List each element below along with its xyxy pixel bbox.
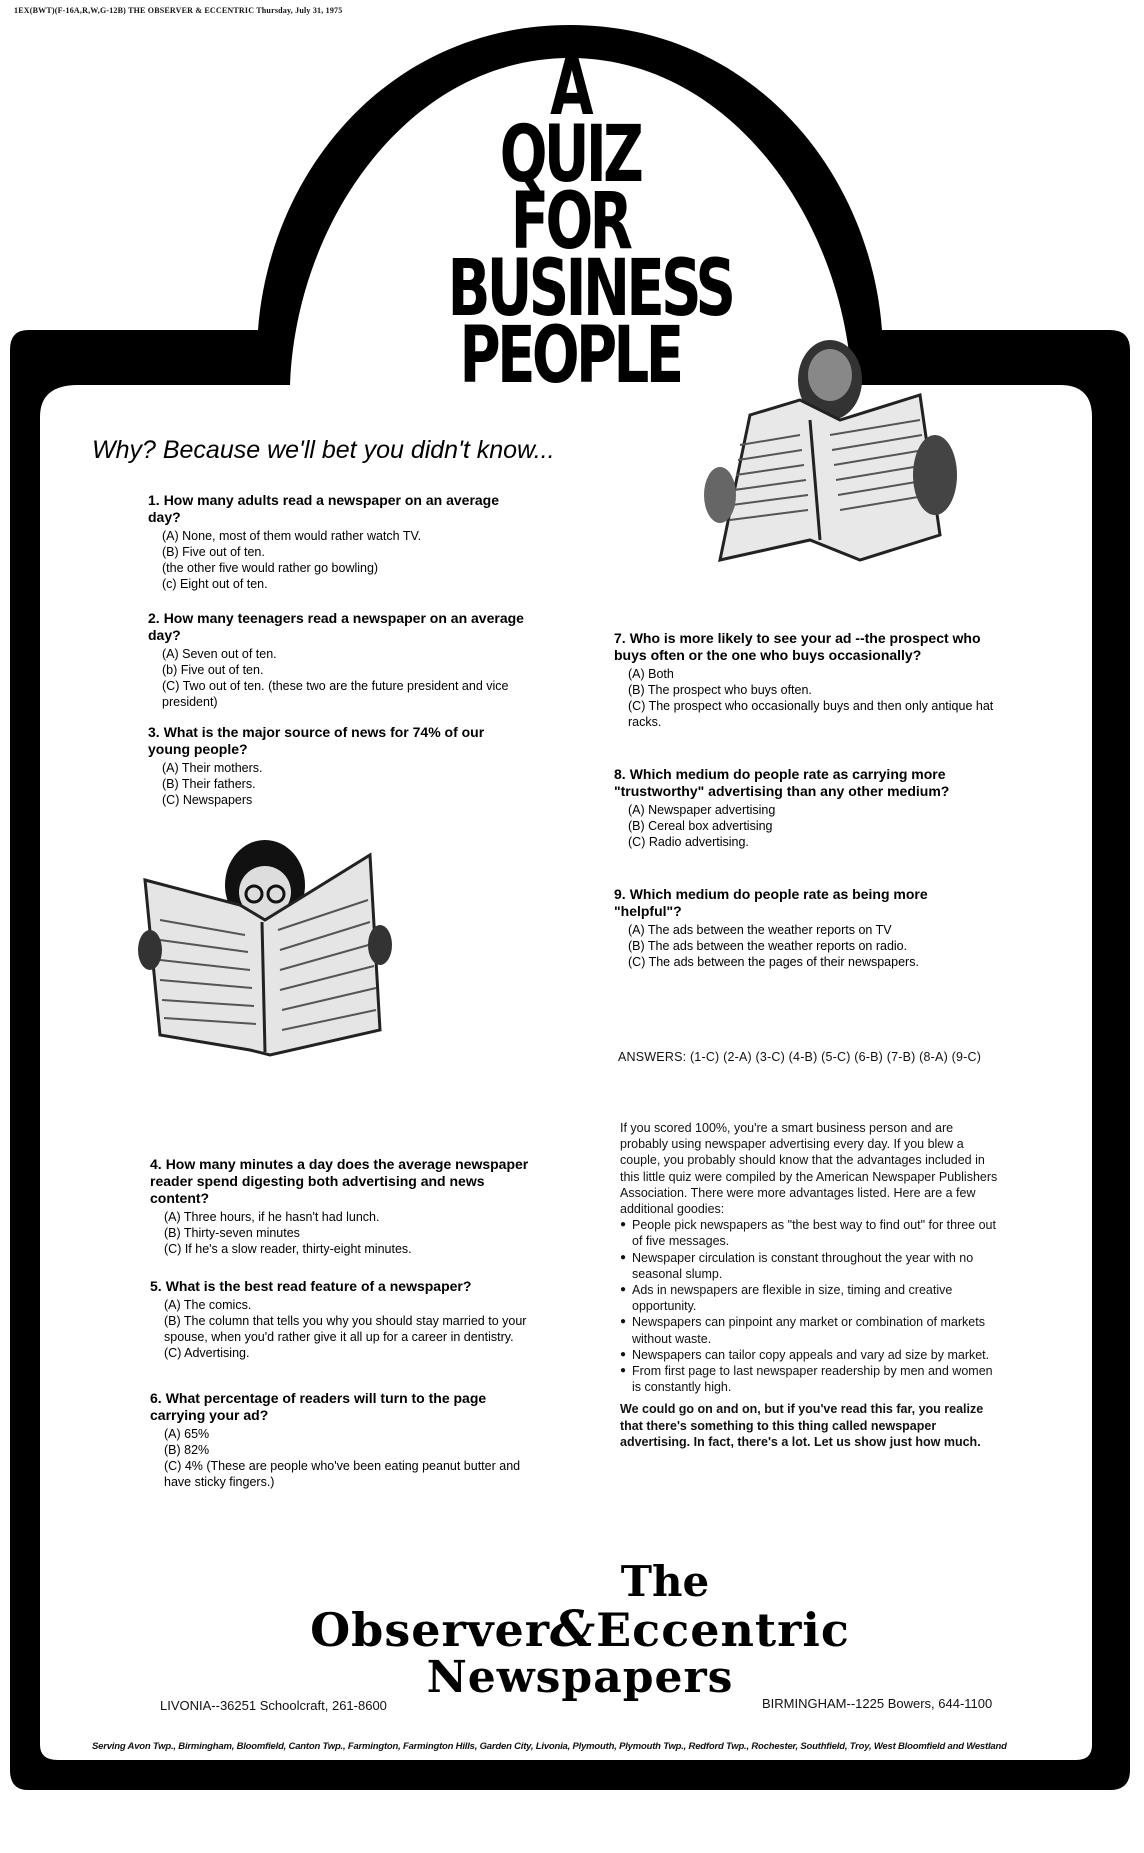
question-number: 3. xyxy=(148,724,160,740)
closing-final: We could go on and on, but if you've read this far, you realize that there's something to this thing called newspaper advertising. In fact, there's a lot. Let us show just how much. xyxy=(620,1402,984,1449)
question-1 xyxy=(148,492,528,592)
question-3 xyxy=(148,724,528,808)
list-item: ● People pick newspapers as "the best way to find out" for three out of five messages. xyxy=(620,1217,1000,1249)
list-item: ● Newspapers can tailor copy appeals and vary ad size by market. xyxy=(620,1347,1000,1363)
benefits-list xyxy=(620,1217,1000,1395)
question-5 xyxy=(150,1278,530,1361)
address-birmingham: BIRMINGHAM--1225 Bowers, 644-1100 xyxy=(762,1696,993,1711)
question-text: Which medium do people rate as carrying more "trustworthy" advertising than any other medium? xyxy=(614,766,950,799)
question-text: How many adults read a newspaper on an average day? xyxy=(148,492,500,525)
option: (A) The comics. xyxy=(164,1298,252,1312)
logo-line-3: Newspapers xyxy=(426,1652,734,1703)
option: (A) Their mothers. xyxy=(162,761,263,775)
option: (C) Newspapers xyxy=(162,793,253,807)
option: (B) The ads between the weather reports on radio. xyxy=(628,939,908,953)
question-number: 8. xyxy=(614,766,626,782)
publisher-logo xyxy=(300,1557,860,1703)
option: (B) 82% xyxy=(164,1443,210,1457)
question-8 xyxy=(614,766,994,850)
question-text: How many minutes a day does the average newspaper reader spend digesting both advertising and news content? xyxy=(150,1156,529,1206)
question-number: 1. xyxy=(148,492,160,508)
headline-line-2: QUIZ xyxy=(499,110,641,201)
question-2 xyxy=(148,610,528,710)
question-text: What is the best read feature of a newspaper? xyxy=(165,1278,472,1294)
option: (A) 65% xyxy=(164,1427,210,1441)
closing-copy xyxy=(620,1120,1000,1450)
question-4 xyxy=(150,1156,530,1257)
option: (C) The prospect who occasionally buys and then only antique hat racks. xyxy=(628,699,994,729)
option: (b) Five out of ten. xyxy=(162,663,264,677)
closing-intro: If you scored 100%, you're a smart business person and are probably using newspaper advertising every day. If you blew a couple, you probably should know that the advantages included in this little quiz were compiled by the American Newspaper Publishers Association. There were more advantages listed. Here are a few additional goodies: xyxy=(620,1121,998,1217)
option: (C) Two out of ten. (these two are the future president and vice president) xyxy=(162,679,509,709)
option: (B) Five out of ten. xyxy=(162,545,265,559)
option: (B) The prospect who buys often. xyxy=(628,683,812,697)
question-text: What is the major source of news for 74% of our young people? xyxy=(148,724,485,757)
address-livonia: LIVONIA--36251 Schoolcraft, 261-8600 xyxy=(160,1698,387,1713)
question-text: How many teenagers read a newspaper on an average day? xyxy=(148,610,524,643)
question-text: Who is more likely to see your ad --the prospect who buys often or the one who buys occasionally? xyxy=(614,630,981,663)
option: (A) Both xyxy=(628,667,674,681)
headline-line-3: FOR xyxy=(510,177,630,268)
option: (A) Newspaper advertising xyxy=(628,803,776,817)
option: (c) Eight out of ten. xyxy=(162,577,268,591)
option: (B) Cereal box advertising xyxy=(628,819,773,833)
question-number: 9. xyxy=(614,886,626,902)
logo-ampersand: & xyxy=(549,1599,597,1658)
option: (C) Radio advertising. xyxy=(628,835,749,849)
running-head: 1EX(BWT)(F-16A,R,W,G-12B) THE OBSERVER & ECCENTRIC Thursday, July 31, 1975 xyxy=(14,6,343,15)
option: (C) 4% (These are people who've been eating peanut butter and have sticky fingers.) xyxy=(164,1459,521,1489)
option: (the other five would rather go bowling) xyxy=(162,561,379,575)
option: (A) The ads between the weather reports on TV xyxy=(628,923,892,937)
option: (C) Advertising. xyxy=(164,1346,250,1360)
question-text: What percentage of readers will turn to the page carrying your ad? xyxy=(150,1390,487,1423)
list-item: ● From first page to last newspaper readership by men and women is constantly high. xyxy=(620,1363,1000,1395)
question-9 xyxy=(614,886,994,970)
headline-line-5: PEOPLE xyxy=(459,311,681,402)
woman-reading-newspaper-image xyxy=(130,830,410,1070)
option: (A) Three hours, if he hasn't had lunch. xyxy=(164,1210,380,1224)
option: (B) The column that tells you why you should stay married to your spouse, when you'd rather give it all up for a career in dentistry. xyxy=(164,1314,527,1344)
question-6 xyxy=(150,1390,530,1490)
question-text: Which medium do people rate as being more "helpful"? xyxy=(614,886,928,919)
question-number: 7. xyxy=(614,630,626,646)
headline-line-4: BUSINESS xyxy=(447,244,733,335)
logo-eccentric: Eccentric xyxy=(596,1603,850,1657)
question-7 xyxy=(614,630,994,730)
option: (C) The ads between the pages of their newspapers. xyxy=(628,955,919,969)
answer-key: ANSWERS: (1-C) (2-A) (3-C) (4-B) (5-C) (6-B) (7-B) (8-A) (9-C) xyxy=(618,1050,982,1064)
list-item: ● Newspapers can pinpoint any market or combination of markets without waste. xyxy=(620,1314,1000,1346)
question-number: 2. xyxy=(148,610,160,626)
option: (B) Thirty-seven minutes xyxy=(164,1226,300,1240)
question-number: 6. xyxy=(150,1390,162,1406)
headline-line-1: A xyxy=(550,43,590,133)
question-number: 5. xyxy=(150,1278,162,1294)
logo-observer: Observer xyxy=(310,1603,550,1657)
option: (C) If he's a slow reader, thirty-eight minutes. xyxy=(164,1242,412,1256)
option: (B) Their fathers. xyxy=(162,777,256,791)
list-item: ● Newspaper circulation is constant throughout the year with no seasonal slump. xyxy=(620,1250,1000,1282)
option: (A) None, most of them would rather watch TV. xyxy=(162,529,422,543)
man-reading-newspaper-image xyxy=(680,325,1000,585)
logo-line-1: The xyxy=(620,1557,710,1606)
tagline: Why? Because we'll bet you didn't know... xyxy=(92,436,555,464)
service-area: Serving Avon Twp., Birmingham, Bloomfield, Canton Twp., Farmington, Farmington Hills, Garden City, Livonia, Plymouth, Plymouth Twp., Redford Twp., Rochester, Southfield, Troy, West Bloomfield and Westland xyxy=(92,1741,1007,1752)
question-number: 4. xyxy=(150,1156,162,1172)
list-item: ● Ads in newspapers are flexible in size, timing and creative opportunity. xyxy=(620,1282,1000,1314)
option: (A) Seven out of ten. xyxy=(162,647,277,661)
